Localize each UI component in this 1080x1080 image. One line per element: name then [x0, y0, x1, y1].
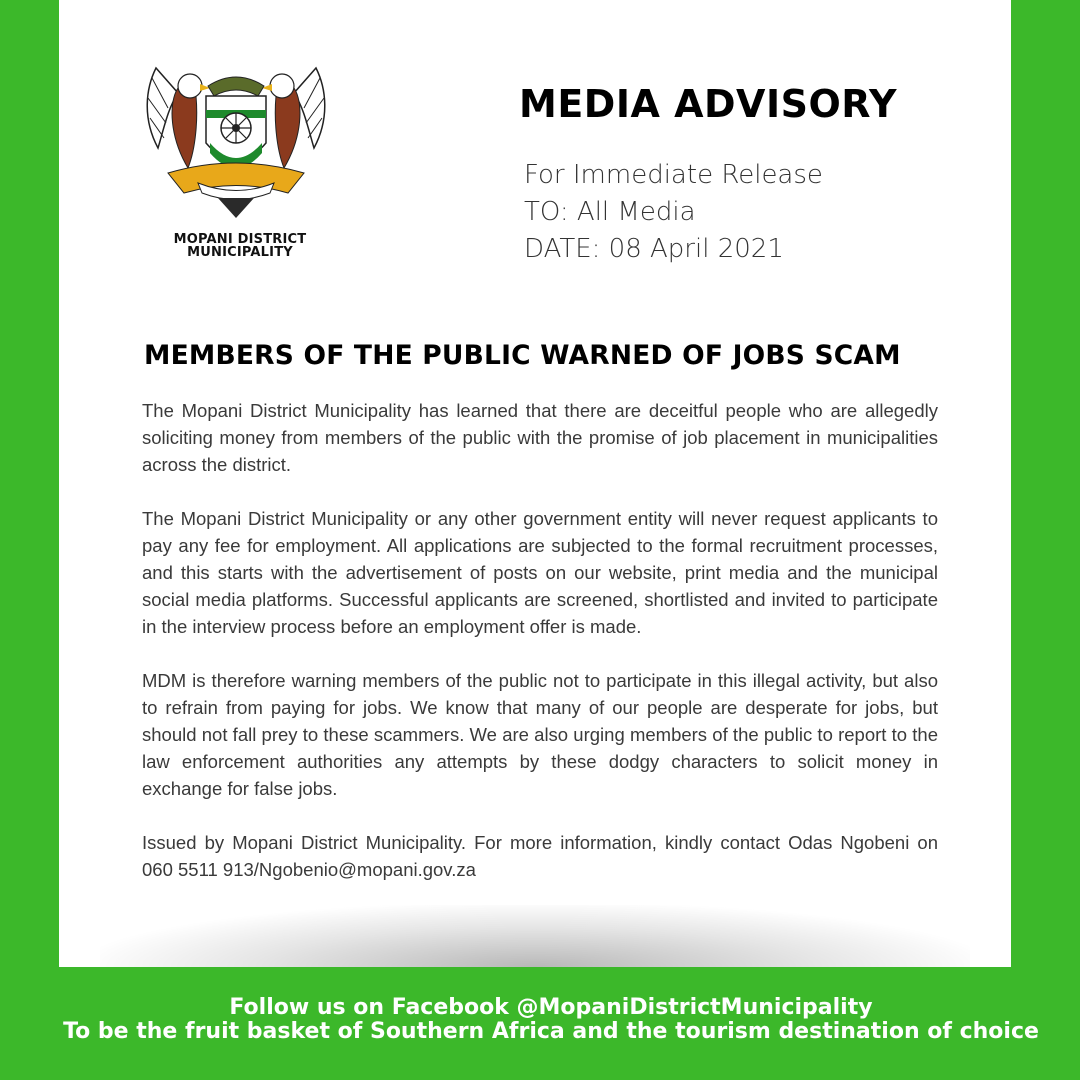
- date-line: DATE: 08 April 2021: [524, 234, 784, 264]
- org-name: [150, 233, 330, 259]
- paragraph-2: The Mopani District Municipality or any other government entity will never request applicants to pay any fee for employment. All applications are subjected to the formal recruitment processes, and this starts with the advertisement of posts on our website, print media and the municipal social media platforms. Successful applicants are screened, shortlisted and invited to participate in the interview process before an employment offer is made.: [142, 508, 938, 637]
- to-line: TO: All Media: [524, 197, 696, 227]
- footer: [0, 996, 1080, 1044]
- org-name-line1: MOPANI DISTRICT: [173, 232, 307, 247]
- article-body: [142, 397, 938, 910]
- footer-facebook-line: Follow us on Facebook @MopaniDistrictMunicipality: [229, 995, 873, 1020]
- org-name-line2: MUNICIPALITY: [187, 245, 293, 260]
- release-line: For Immediate Release: [524, 160, 823, 190]
- sheet-shadow: [100, 905, 970, 967]
- paragraph-3: MDM is therefore warning members of the public not to participate in this illegal activity, but also to refrain from paying for jobs. We know that many of our people are desperate for jobs, but should not fall prey to these scammers. We are also urging members of the public to report to the law enforcement authorities any attempts by these dodgy characters to solicit money in exchange for false jobs.: [142, 670, 938, 799]
- coat-of-arms-icon: [138, 48, 334, 220]
- footer-slogan-line: To be the fruit basket of Southern Africa and the tourism destination of choice: [63, 1019, 1039, 1044]
- release-meta: [524, 157, 823, 268]
- paragraph-4: Issued by Mopani District Municipality. For more information, kindly contact Odas Ngobeni on 060 5511 913/Ngobenio@mopani.gov.za: [142, 832, 938, 880]
- paragraph-1: The Mopani District Municipality has learned that there are deceitful people who are allegedly soliciting money from members of the public with the promise of job placement in municipalities across the district.: [142, 400, 938, 475]
- article-headline: MEMBERS OF THE PUBLIC WARNED OF JOBS SCAM: [144, 340, 901, 371]
- page-title: MEDIA ADVISORY: [519, 82, 897, 126]
